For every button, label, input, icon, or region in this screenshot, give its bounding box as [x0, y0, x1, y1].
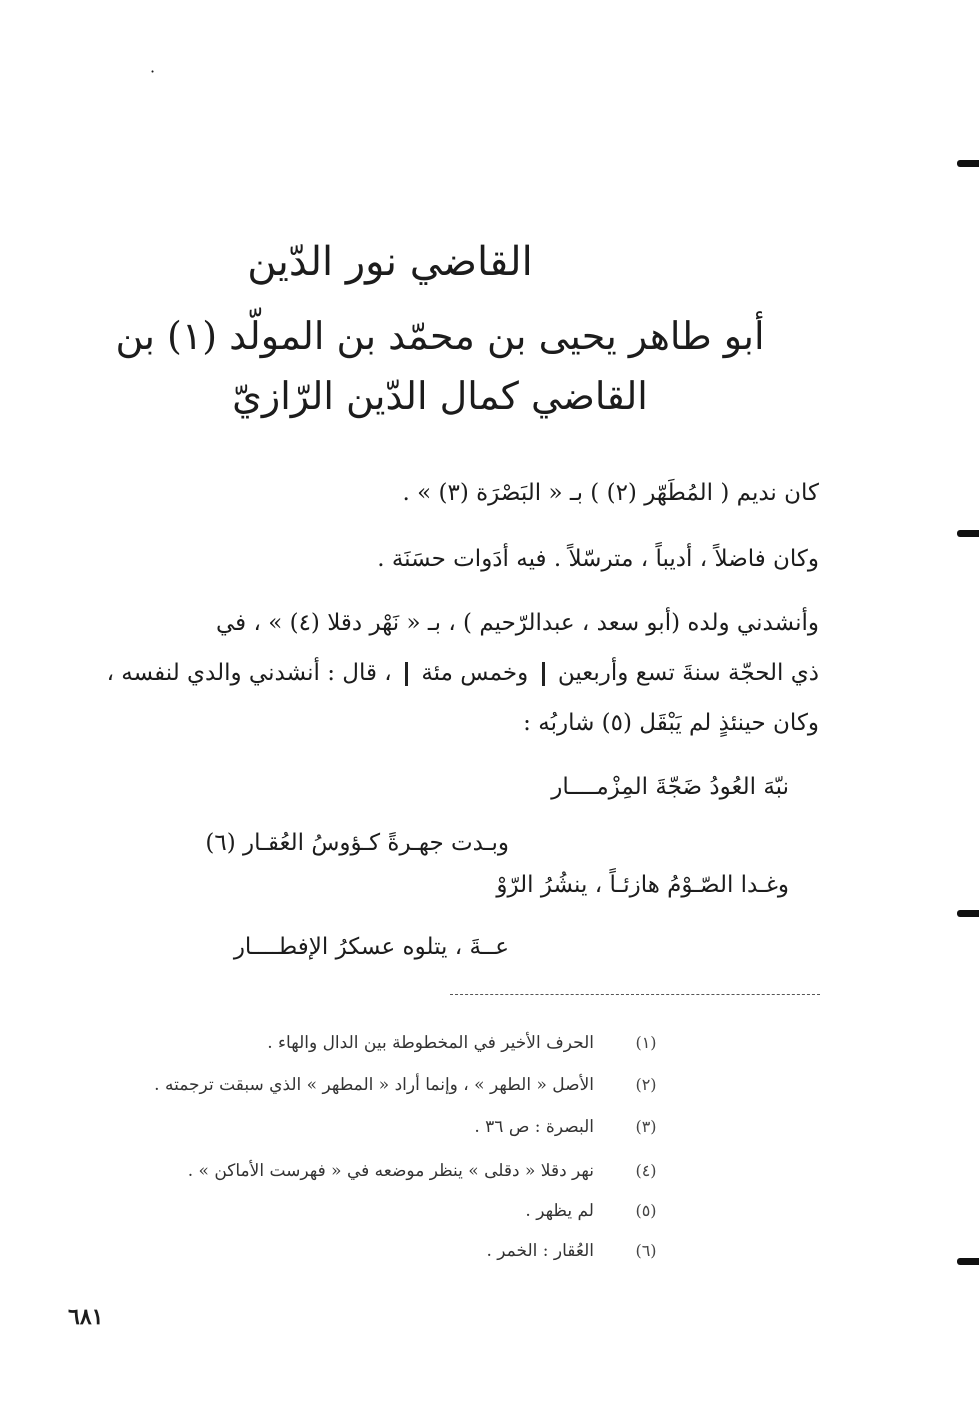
verse-line: وبـدت جهـرةً كـؤوسُ العُقـار (٦) — [205, 830, 509, 856]
bracket-mark — [405, 662, 408, 686]
footnote-number: (٦) — [635, 1241, 657, 1260]
footnote-text: البصرة : ص ٣٦ . — [474, 1117, 594, 1137]
verse-line: عــةَ ، يتلوه عسكرُ الإفطــــار — [233, 934, 509, 960]
footnote-separator — [450, 994, 820, 995]
body-line: وأنشدني ولده (أبو سعد ، عبدالرّحيم ) ، بـ « نَهْر دقلا (٤) » ، في — [215, 610, 819, 636]
body-line: وكان فاضلاً ، أديباً ، مترسّلاً . فيه أدَوات حسَنَة . — [377, 546, 819, 572]
body-line — [107, 656, 819, 690]
page-number: ٦٨١ — [68, 1304, 104, 1330]
footnote-text: لم يظهر . — [525, 1201, 594, 1221]
footnote-text: العُقار : الخمر . — [486, 1241, 594, 1261]
body-text-segment: ، قال : أنشدني والدي لنفسه ، — [106, 660, 392, 686]
footnote-text: الأصل « الطهر » ، وإنما أراد « المطهر » الذي سبقت ترجمته . — [154, 1075, 594, 1095]
footnote-number: (٤) — [635, 1161, 657, 1180]
footnote-text: الحرف الأخير في المخطوطة بين الدال والهاء . — [267, 1033, 594, 1053]
speck-mark: · — [150, 62, 156, 81]
body-line: كان نديم ( المُطَهّر (٢) ) بـ « البَصْرَة (٣) » . — [402, 480, 819, 506]
footnote-number: (٥) — [635, 1201, 657, 1220]
footnote-text: نهر دقلا « دقلى » ينظر موضعه في « فهرست الأماكن » . — [187, 1161, 594, 1181]
footnote-number: (٣) — [635, 1117, 657, 1136]
edge-mark — [957, 1258, 979, 1265]
verse-line: نبّهَ العُودُ ضَجّةَ المِزْمــــار — [551, 774, 789, 800]
body-text-segment: ذي الحجّة سنةَ تسع وأربعين — [557, 660, 819, 686]
body-line: وكان حينئذٍ لم يَبْقَل (٥) شاربُه : — [523, 710, 819, 736]
bracket-mark — [542, 662, 545, 686]
footnote-number: (٢) — [635, 1075, 657, 1094]
edge-mark — [957, 530, 979, 537]
verse-line: وغـدا الصّـوْمُ هازئـاً ، ينشُرُ الرّوْ — [496, 872, 789, 898]
heading-subtitle: أبو طاهر يحيى بن محمّد بن المولّد (١) بن القاضي كمال الدّين الرّازيّ — [115, 314, 765, 418]
edge-mark — [957, 160, 979, 167]
body-text-segment: وخمس مئة — [421, 660, 529, 686]
heading-title: القاضي نور الدّين — [247, 239, 533, 285]
footnote-number: (١) — [635, 1033, 657, 1052]
edge-mark — [957, 910, 979, 917]
